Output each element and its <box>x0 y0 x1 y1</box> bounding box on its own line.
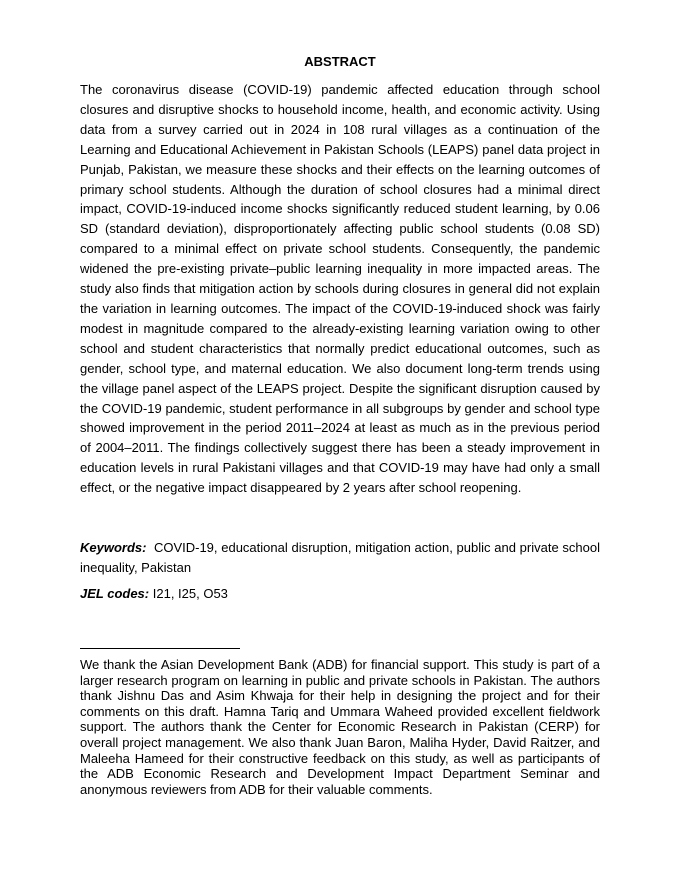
acknowledgment-footnote: We thank the Asian Development Bank (ADB) for financial support. This study is part of a larger research program on learning in public and private schools in Pakistan. The authors thank Jishnu Das and Asim Khwaja for their help in designing the project and for their comments on this draft. Hamna Tariq and Ummara Waheed provided excellent fieldwork support. The authors thank the Center for Economic Research in Pakistan (CERP) for overall project management. We also thank Juan Baron, Maliha Hyder, David Raitzer, and Maleeha Hameed for their constructive feedback on this study, as well as participants of the ADB Economic Research and Development Impact Department Seminar and anonymous reviewers from ADB for their valuable comments. <box>80 657 600 797</box>
abstract-heading: ABSTRACT <box>304 54 376 69</box>
jel-codes-line <box>80 584 600 604</box>
footnote-separator <box>80 648 240 649</box>
keywords-label: Keywords: <box>80 540 147 555</box>
keywords-text: COVID-19, educational disruption, mitigation action, public and private school inequality, Pakistan <box>80 540 600 575</box>
jel-codes-text: I21, I25, O53 <box>152 586 228 601</box>
abstract-paragraph: The coronavirus disease (COVID-19) pandemic affected education through school closures and disruptive shocks to household income, health, and economic activity. Using data from a survey carried out in 2024 in 108 rural villages as a continuation of the Learning and Educational Achievement in Pakistan Schools (LEAPS) panel data project in Punjab, Pakistan, we measure these shocks and their effects on the learning outcomes of primary school students. Although the duration of school closures had a minimal direct impact, COVID-19-induced income shocks significantly reduced student learning, by 0.06 SD (standard deviation), disproportionately affecting public school students (0.08 SD) compared to a minimal effect on private school students. Consequently, the pandemic widened the pre-existing private–public learning inequality in more impacted areas. The study also finds that mitigation action by schools during closures in general did not explain the variation in learning outcomes. The impact of the COVID-19-induced shock was fairly modest in magnitude compared to the already-existing learning variation owing to other school and student characteristics that normally predict educational outcomes, such as gender, school type, and maternal education. We also document long-term trends using the village panel aspect of the LEAPS project. Despite the significant disruption caused by the COVID-19 pandemic, student performance in all subgroups by gender and school type showed improvement in the period 2011–2024 at least as much as in the previous period of 2004–2011. The findings collectively suggest there has been a steady improvement in education levels in rural Pakistani villages and that COVID-19 may have had only a small effect, or the negative impact disappeared by 2 years after school reopening. <box>80 82 600 496</box>
jel-codes-label: JEL codes: <box>80 586 150 601</box>
keywords-line <box>80 538 600 578</box>
